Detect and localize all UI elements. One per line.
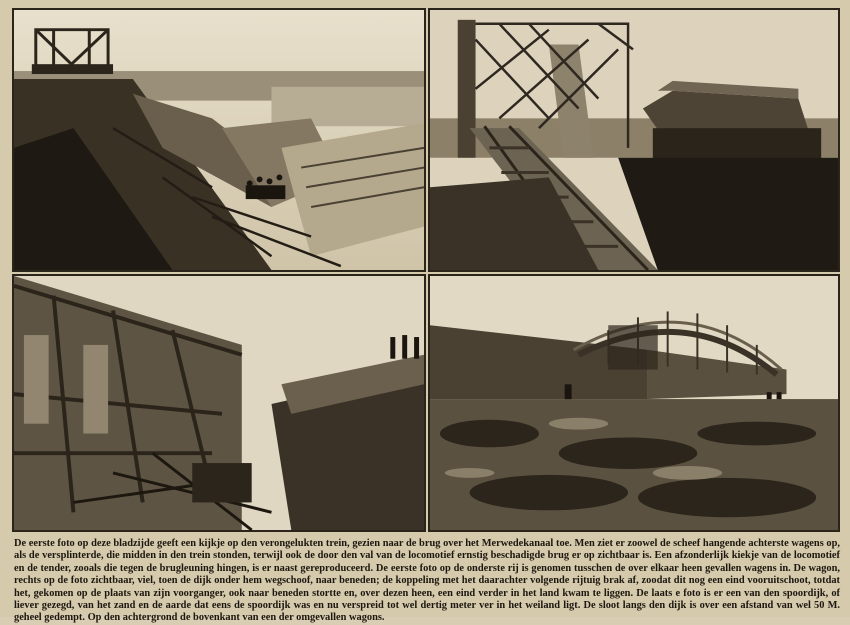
photo-caption-text: De eerste foto op deze bladzijde geeft een kijkje op den verongelukten trein, gezien naar de brug over het Merwedekanaal toe. Men ziet er zoowel de scheef hangende achterste wagens op, als de versplinterde, die midden in den trein stonden, terwijl ook de door den val van de locomotief ernstig beschadigde brug er op zichtbaar is. Een afzonderlijk kiekje van de locomotief en de tender, zooals die tegen de brugleuning hingen, is er naast gereproduceerd. De eerste foto op de onderste rij is genomen tusschen de over elkaar heen gevallen wagens in. De wagon, rechts op de foto zichtbaar, viel, toen de dijk onder hem wegschoof, naar beneden; de koppeling met het daarachter volgende rijtuig brak af, zoodat dit nog een eind vooruitschoot, totdat het, gekomen op de plaats van zijn voorganger, ook naar beneden stortte en, over dezen heen, een eind verder in het land kwam te liggen. De laats e foto is er een van den spoordijk, of liever gezegd, van het zand en de aarde dat eens de spoordijk was en nu verspreid tot wel dertig meter ver in het weiland ligt. De sloot langs den dijk is over een afstand van wel 50 M. geheel gedempt. Op den achtergrond de bovenkant van een der omgevallen wagons.	[14, 538, 840, 624]
photo-between-overturned-wagons	[12, 274, 426, 532]
photo-wrecked-train-toward-bridge	[12, 8, 426, 272]
photo-bridge-locomotive-tender	[428, 8, 840, 272]
photo-embankment-field-bridge	[428, 274, 840, 532]
